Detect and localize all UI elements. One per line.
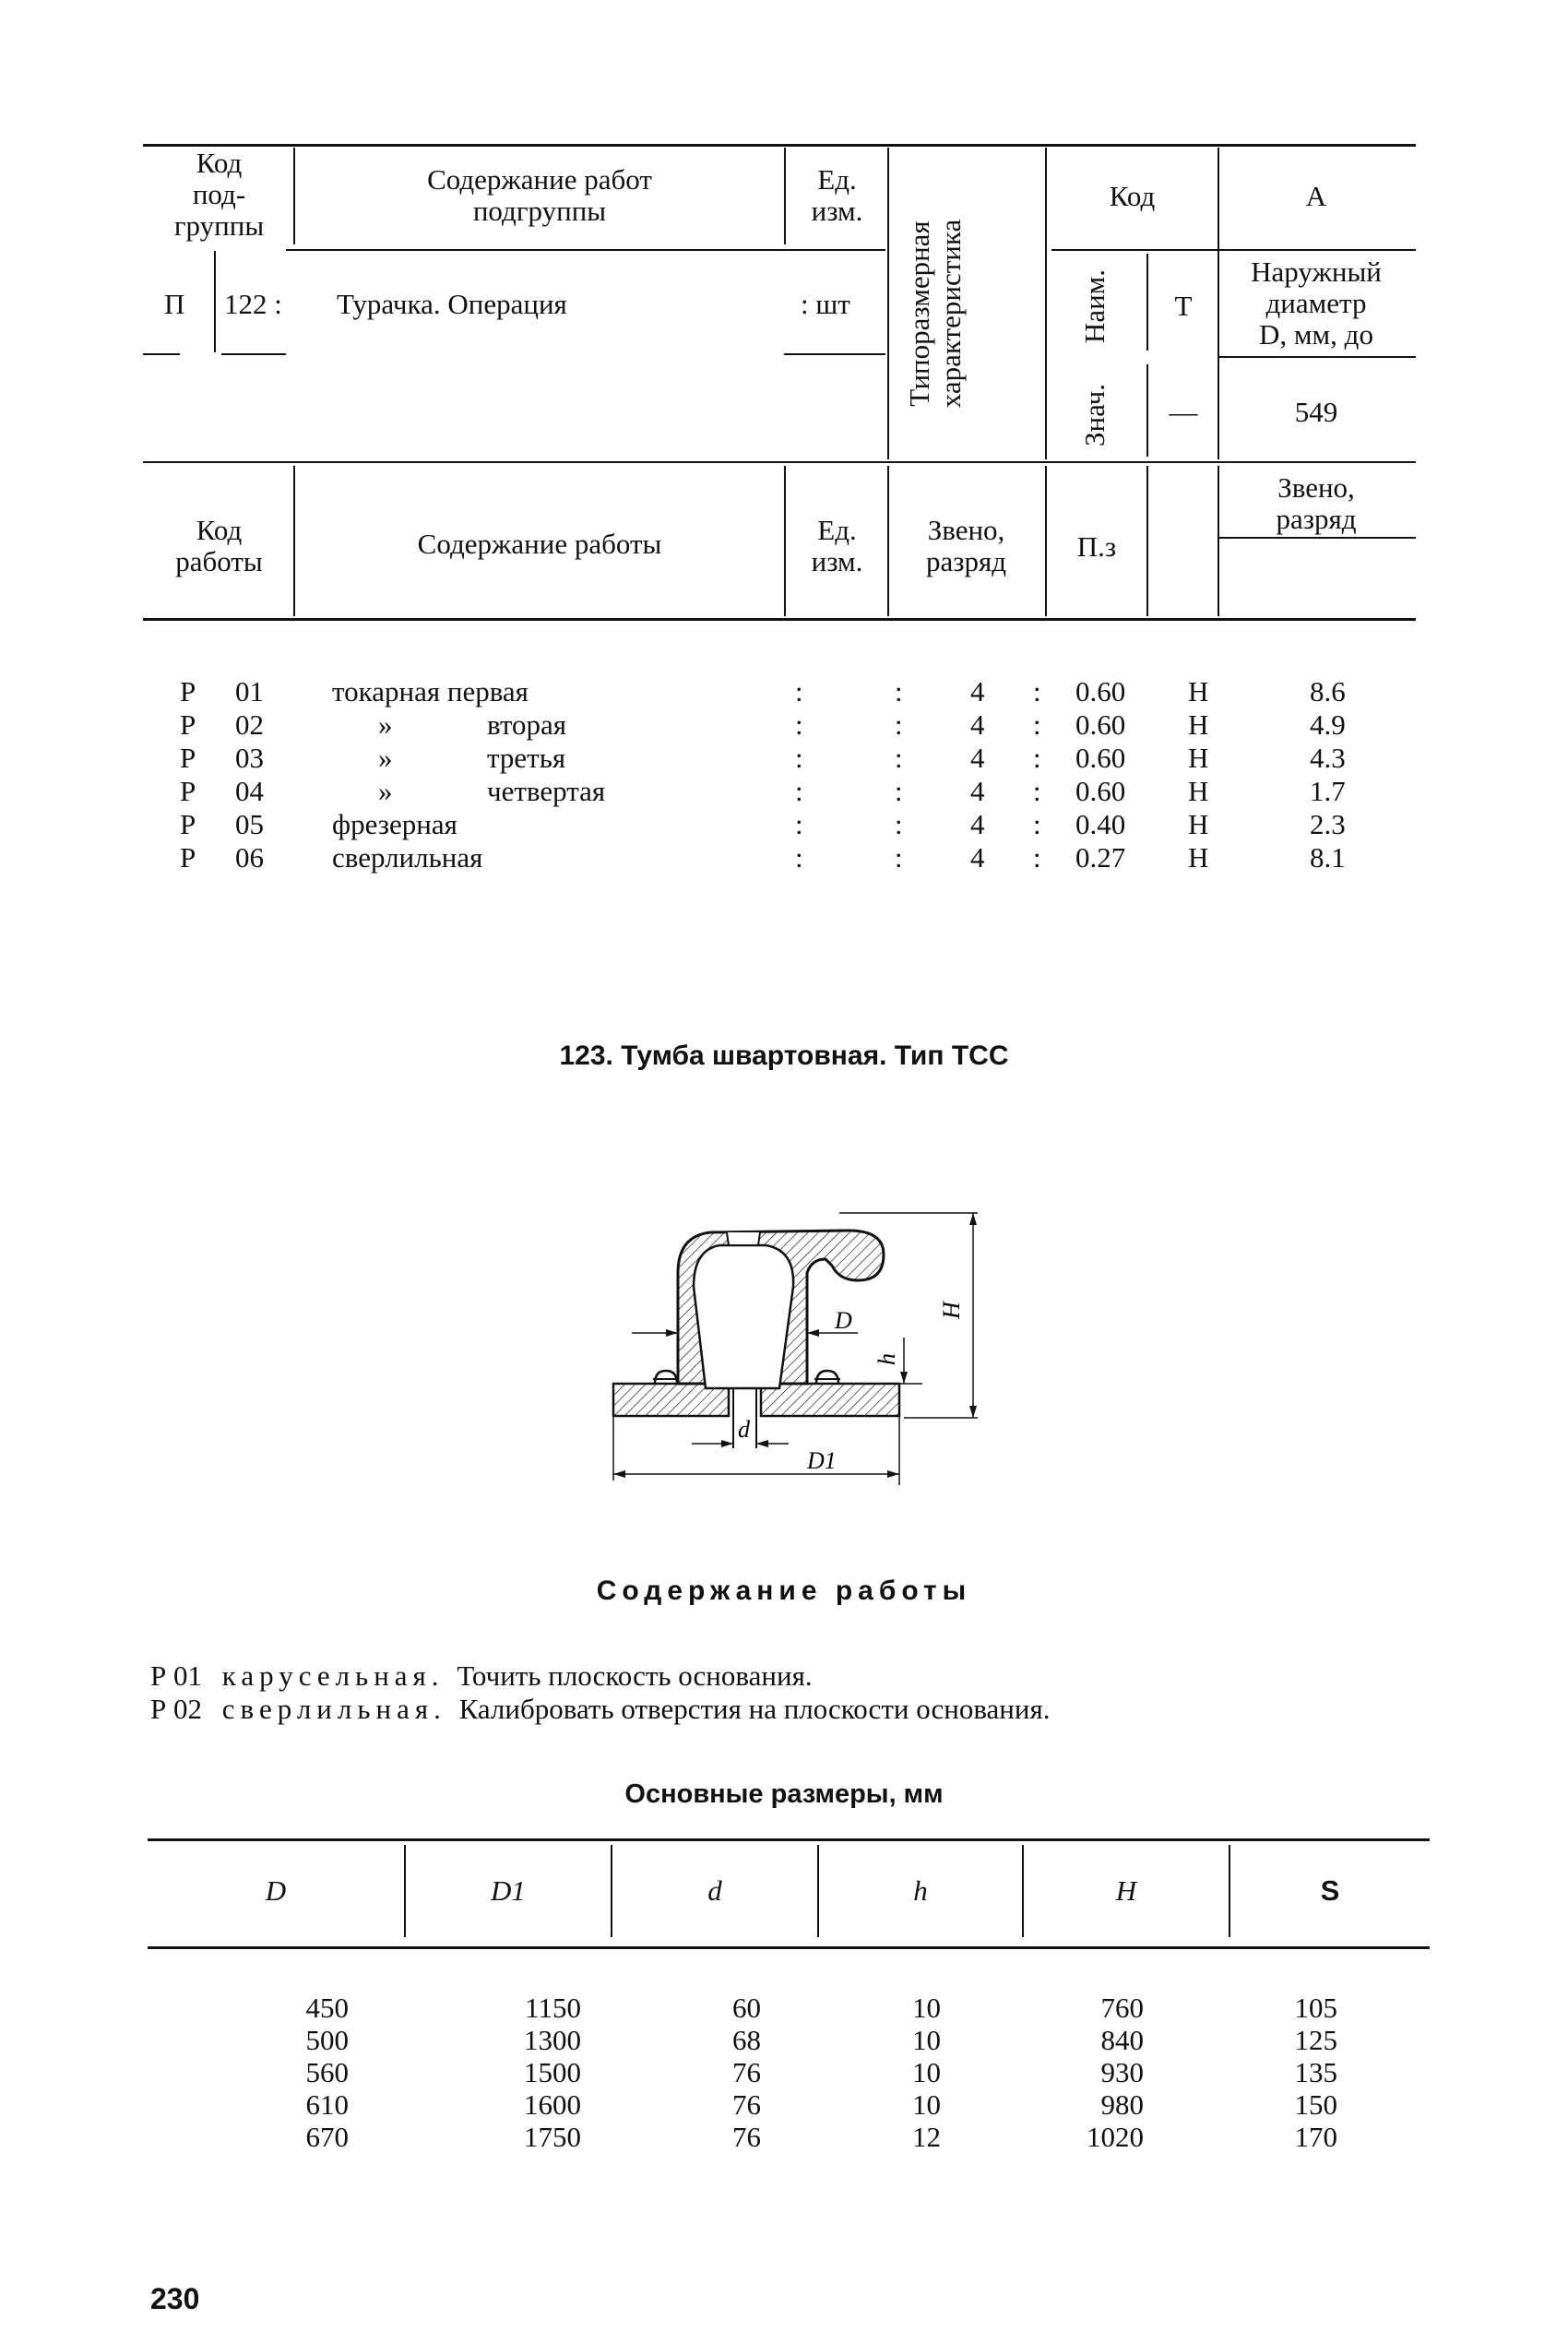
header-t: Т xyxy=(1174,290,1193,322)
work-row-c2: : xyxy=(895,775,903,807)
dims-cell: 1750 xyxy=(524,2121,581,2153)
work-row-c3: : xyxy=(1033,808,1041,840)
bollard-drawing xyxy=(590,1199,1033,1504)
work-row-sub: четвертая xyxy=(487,775,606,807)
dims-cell: 560 xyxy=(305,2056,349,2088)
work-row-pz: 0.60 xyxy=(1075,708,1126,741)
dims-cell: 450 xyxy=(305,1992,349,2024)
work-row-pz: 0.27 xyxy=(1075,841,1126,874)
rule-a-sub xyxy=(1218,356,1416,358)
work-row-p: Р xyxy=(180,841,196,874)
header-content-work: Содержание работы xyxy=(417,528,662,560)
rule-unit-under xyxy=(784,353,885,355)
dims-cell: 980 xyxy=(1100,2088,1144,2121)
dims-cell: 500 xyxy=(305,2024,349,2056)
header-value-549: 549 xyxy=(1294,396,1338,428)
dims-cell: 10 xyxy=(912,1992,941,2024)
dims-header-S: S xyxy=(1320,1874,1340,1907)
dims-header-D: D xyxy=(265,1874,287,1907)
work-row-code: 04 xyxy=(235,775,264,807)
header-outer-diameter: Наружный диаметр D, мм, до xyxy=(1251,256,1382,351)
work-row-p: Р xyxy=(180,808,196,840)
dims-cell: 610 xyxy=(305,2088,349,2121)
label-d: d xyxy=(738,1416,750,1443)
dims-cell: 760 xyxy=(1100,1992,1144,2024)
work-row-pz: 0.60 xyxy=(1075,675,1126,708)
dims-cell: 105 xyxy=(1294,1992,1337,2024)
dims-cell: 170 xyxy=(1294,2121,1337,2153)
dims-cell: 1300 xyxy=(524,2024,581,2056)
page-number: 230 xyxy=(150,2282,200,2315)
dims-cell: 670 xyxy=(305,2121,349,2153)
work-line-2: Р 02 сверлильная. Калибровать отверстия на плоскости основания. xyxy=(150,1693,1051,1725)
work-row-name: токарная первая xyxy=(332,675,529,708)
section-title: 123. Тумба швартовная. Тип ТСС xyxy=(559,1041,1009,1071)
work-row-sub: третья xyxy=(487,742,566,774)
rule-mid xyxy=(143,461,1416,463)
rule-dash2 xyxy=(221,353,286,355)
work-row-c1: : xyxy=(795,742,803,774)
work-row-name: фрезерная xyxy=(332,808,457,840)
work-row-c3: : xyxy=(1033,742,1041,774)
work-row-val: 8.1 xyxy=(1310,841,1346,874)
header-typesize: Типоразмерная характеристика xyxy=(903,219,967,409)
work-content-title: Содержание работы xyxy=(596,1576,972,1606)
label-D: D xyxy=(835,1307,852,1334)
label-D1: D1 xyxy=(807,1447,837,1474)
dims-header-d: d xyxy=(707,1874,722,1907)
work-row-n: Н xyxy=(1188,708,1209,741)
dims-cell: 125 xyxy=(1294,2024,1337,2056)
work-row-name: » xyxy=(378,775,393,807)
work-row-p: Р xyxy=(180,675,196,708)
work-row-name: сверлильная xyxy=(332,841,483,874)
dims-cell: 76 xyxy=(732,2056,761,2088)
dims-cell: 1500 xyxy=(524,2056,581,2088)
work-row-code: 03 xyxy=(235,742,264,774)
header-pz: П.з xyxy=(1076,530,1117,563)
work-row-pz: 0.40 xyxy=(1075,808,1126,840)
dims-cell: 135 xyxy=(1294,2056,1337,2088)
rule-top xyxy=(143,144,1416,147)
work-row-val: 4.9 xyxy=(1310,708,1346,741)
work-row-code: 02 xyxy=(235,708,264,741)
dims-title: Основные размеры, мм xyxy=(624,1779,944,1809)
header-link-grade-right: Звено, разряд xyxy=(1276,471,1357,535)
subgroup-number: 122 : xyxy=(224,288,282,320)
work-row-val: 8.6 xyxy=(1310,675,1346,708)
work-row-code: 06 xyxy=(235,841,264,874)
header-code: Код xyxy=(1109,180,1156,212)
header-naim: Наим. xyxy=(1078,268,1111,344)
work-row-code: 01 xyxy=(235,675,264,708)
work-row-c2: : xyxy=(895,742,903,774)
header-content-subgroup: Содержание работ подгруппы xyxy=(427,163,652,227)
work-row-c1: : xyxy=(795,841,803,874)
dims-cell: 76 xyxy=(732,2121,761,2153)
work-row-c2: : xyxy=(895,808,903,840)
dims-cell: 10 xyxy=(912,2024,941,2056)
rule-code-sub xyxy=(1051,249,1416,251)
work-row-grade: 4 xyxy=(970,708,985,741)
work-row-p: Р xyxy=(180,708,196,741)
work-row-c1: : xyxy=(795,708,803,741)
dims-header-h: h xyxy=(913,1874,928,1907)
header-code-work: Код работы xyxy=(175,514,263,577)
work-row-val: 2.3 xyxy=(1310,808,1346,840)
dims-cell: 10 xyxy=(912,2056,941,2088)
dims-cell: 76 xyxy=(732,2088,761,2121)
work-row-c3: : xyxy=(1033,775,1041,807)
work-row-pz: 0.60 xyxy=(1075,742,1126,774)
work-row-c2: : xyxy=(895,708,903,741)
work-row-c3: : xyxy=(1033,675,1041,708)
subgroup-letter: П xyxy=(164,288,185,320)
header-unit-work: Ед. изм. xyxy=(811,514,863,577)
dims-cell: 150 xyxy=(1294,2088,1337,2121)
dims-cell: 12 xyxy=(912,2121,941,2153)
rule-bottom xyxy=(143,618,1416,621)
label-h: h xyxy=(873,1353,900,1365)
header-znach: Знач. xyxy=(1078,384,1111,446)
rule-sub xyxy=(286,249,885,251)
work-row-n: Н xyxy=(1188,808,1209,840)
dims-cell: 1150 xyxy=(525,1992,581,2024)
work-row-code: 05 xyxy=(235,808,264,840)
work-row-grade: 4 xyxy=(970,808,985,840)
work-row-n: Н xyxy=(1188,742,1209,774)
subgroup-unit: : шт xyxy=(801,288,850,320)
work-row-n: Н xyxy=(1188,775,1209,807)
dims-header-H: H xyxy=(1115,1874,1137,1907)
work-row-c2: : xyxy=(895,675,903,708)
work-line-1: Р 01 карусельная. Точить плоскость основания. xyxy=(150,1659,813,1692)
dims-cell: 1020 xyxy=(1087,2121,1144,2153)
subgroup-name: Турачка. Операция xyxy=(337,288,567,320)
work-row-name: » xyxy=(378,742,393,774)
dims-cell: 930 xyxy=(1100,2056,1144,2088)
label-H: H xyxy=(938,1302,965,1319)
work-row-c1: : xyxy=(795,808,803,840)
rule-dash1 xyxy=(143,353,180,355)
work-row-grade: 4 xyxy=(970,742,985,774)
work-row-grade: 4 xyxy=(970,675,985,708)
work-row-c3: : xyxy=(1033,841,1041,874)
work-row-val: 4.3 xyxy=(1310,742,1346,774)
work-row-c3: : xyxy=(1033,708,1041,741)
work-row-c2: : xyxy=(895,841,903,874)
work-row-name: » xyxy=(378,708,393,741)
dims-cell: 840 xyxy=(1100,2024,1144,2056)
header-dash: — xyxy=(1169,396,1198,428)
work-row-p: Р xyxy=(180,742,196,774)
work-row-p: Р xyxy=(180,775,196,807)
work-row-pz: 0.60 xyxy=(1075,775,1126,807)
header-unit: Ед. изм. xyxy=(811,163,863,227)
work-row-c1: : xyxy=(795,675,803,708)
dims-cell: 60 xyxy=(732,1992,761,2024)
work-row-n: Н xyxy=(1188,841,1209,874)
work-row-n: Н xyxy=(1188,675,1209,708)
work-row-sub: вторая xyxy=(487,708,567,741)
header-link-grade: Звено, разряд xyxy=(925,514,1007,577)
header-a: А xyxy=(1305,180,1327,212)
dims-header-D1: D1 xyxy=(491,1874,526,1907)
work-row-grade: 4 xyxy=(970,775,985,807)
rule-mid-a xyxy=(1218,537,1416,539)
dims-cell: 10 xyxy=(912,2088,941,2121)
work-row-c1: : xyxy=(795,775,803,807)
header-code-subgroup: Код под- группы xyxy=(173,147,265,242)
work-row-grade: 4 xyxy=(970,841,985,874)
dims-cell: 1600 xyxy=(524,2088,581,2121)
work-row-val: 1.7 xyxy=(1310,775,1346,807)
dims-cell: 68 xyxy=(732,2024,761,2056)
